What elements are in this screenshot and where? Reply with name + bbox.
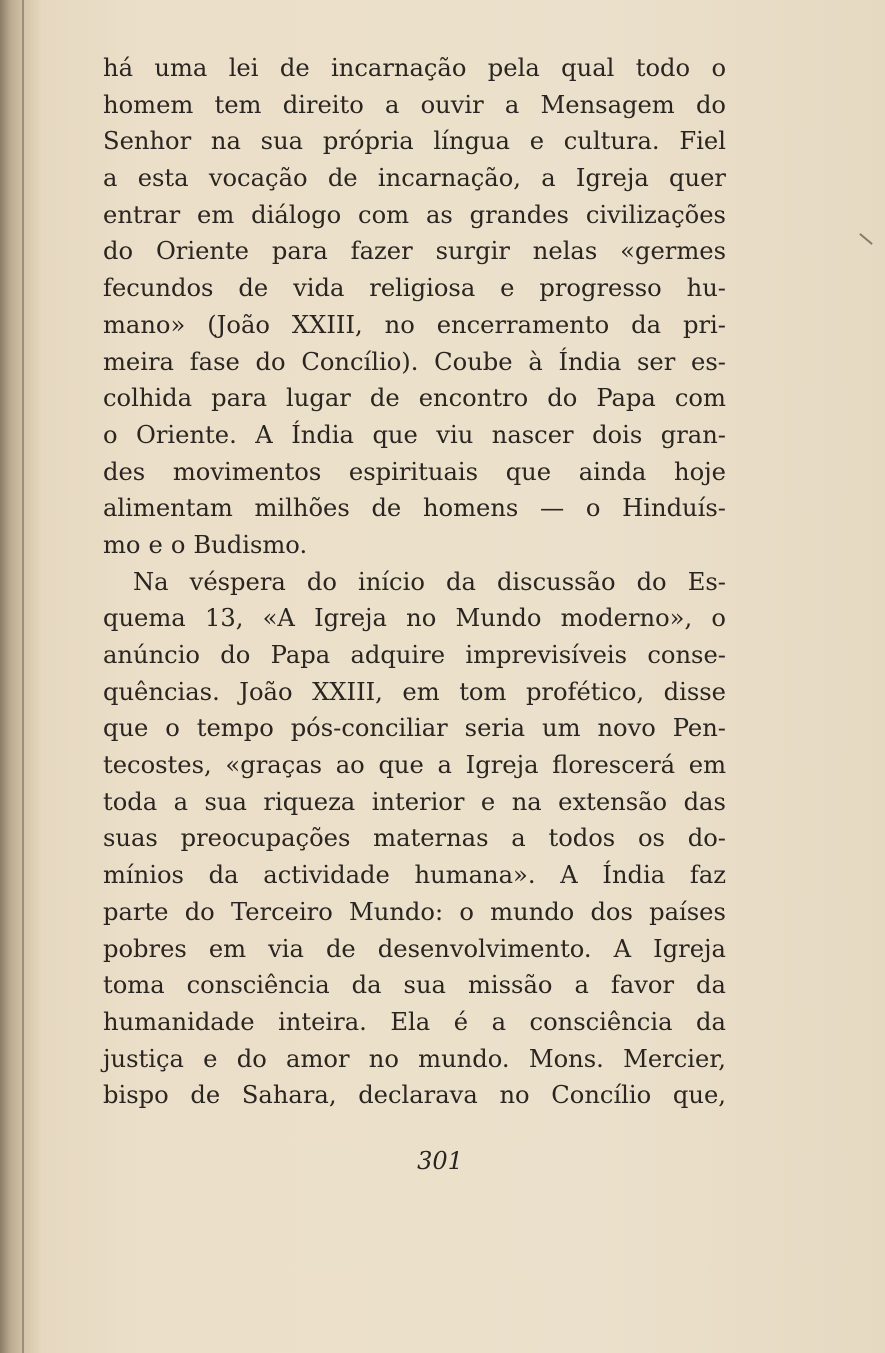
word: «A [262,604,295,633]
word: es- [691,347,726,376]
word: da [696,1007,726,1036]
word: fase [189,347,240,376]
word: cultura. [563,127,660,156]
word: toma [103,971,165,1000]
page-number [0,1147,885,1175]
word: tem [214,90,262,119]
text-line [103,1004,726,1041]
word: quema [103,604,186,633]
word: milhões [254,494,350,523]
word: do- [687,824,726,853]
word: que, [672,1081,726,1110]
word: lugar [286,384,351,413]
word: grandes [469,200,569,229]
word: de [371,494,402,523]
word: XXIII, [291,310,363,339]
word: nelas [532,237,598,266]
word: incarnação [331,54,467,82]
word: ouvir [420,90,484,119]
word: que [505,457,552,486]
word: tom [459,677,507,706]
word: favor [610,971,675,1000]
word: surgir [435,237,510,266]
word: novo [597,714,656,743]
word: início [358,567,425,596]
word: sua [260,127,304,156]
word: toda [103,787,158,816]
word: do [636,567,667,596]
word: Igreja [314,604,387,633]
word: em [197,200,235,229]
word: do [184,897,215,926]
word: disse [663,677,726,706]
word: «graças [225,751,323,780]
word: os [638,824,665,853]
word: consciência [529,1007,673,1036]
word: parte [103,897,169,926]
word: nascer [491,420,574,449]
word: de [279,54,310,82]
word: suas [103,824,158,853]
word: pri- [682,310,726,339]
word: países [649,897,726,926]
word: quer [669,164,726,193]
word: 13, [204,604,244,633]
text-line [103,380,726,417]
text-line [103,490,726,527]
text-line [103,233,726,270]
word: Igreja [465,751,539,780]
word: da [208,861,239,890]
text-line [103,820,726,857]
paragraph-1 [103,50,726,564]
word: no [406,604,437,633]
paragraph-2 [103,564,726,1114]
word: à [528,347,543,376]
word: ao [335,751,365,780]
word: bispo [103,1081,169,1110]
word: alimentam [103,494,233,523]
word: esta [137,164,189,193]
word: maternas [373,824,489,853]
word: direito [282,90,364,119]
word: vida [293,274,345,303]
word: humanidade [103,1007,255,1036]
word: Oriente [155,237,249,266]
word: do [220,641,251,669]
text-line [103,344,726,381]
word: missão [467,971,553,1000]
word: no [384,310,415,339]
word: mundo. [418,1044,510,1073]
body-text [103,50,726,1114]
word: mo [103,530,141,559]
word: faz [689,861,726,890]
word: o [170,530,186,559]
word: Concílio). [301,347,419,376]
word: em [208,934,247,963]
word: e [480,787,496,816]
text-line [103,967,726,1004]
word: de [369,384,400,413]
word: religiosa [369,274,476,303]
word: incarnação, [377,164,521,193]
word: que [103,714,149,743]
word: com [358,200,410,229]
word: imprevisíveis [465,641,628,669]
word: homens [422,494,519,523]
word: — [540,494,565,523]
word: sua [403,971,446,1000]
word: o [711,604,726,633]
word: Concílio [551,1081,652,1110]
text-line [103,1077,726,1114]
word: preocupações [180,824,351,853]
word: a [437,751,452,780]
word: do [306,567,337,596]
word: des [103,457,146,486]
page-number-text: 301 [417,1147,463,1175]
word: Mundo [455,604,542,633]
word: da [631,310,662,339]
word: A [613,934,632,963]
word: e [529,127,545,156]
word: uma [154,54,208,82]
word: que [372,420,418,449]
word: mundo [490,897,575,926]
word: Pen- [672,714,726,743]
word: das [683,787,726,816]
word: Na [133,567,169,596]
word: é [453,1007,469,1036]
word: desenvolvimento. [377,934,592,963]
word: dos [590,897,633,926]
text-line [103,160,726,197]
word: Índia [558,347,622,376]
text-line [103,931,726,968]
word: todos [548,824,616,853]
word: mínios [103,861,184,890]
word: justiça [103,1044,184,1073]
word: Sahara, [241,1081,337,1110]
word: Papa [596,384,656,413]
word: hoje [674,457,726,486]
text-line [103,50,726,87]
text-line [103,710,726,747]
word: meira [103,347,174,376]
word: Índia [291,420,354,449]
word: um [542,714,581,743]
word: movimentos [172,457,322,486]
text-line [103,747,726,784]
word: humana». [414,861,536,890]
word: de [325,934,356,963]
word: pós-conciliar [290,714,448,743]
word: hu- [686,274,726,303]
word: a [491,1007,506,1036]
word: a [504,90,520,119]
word: declarava [358,1081,478,1110]
word: a [385,90,400,119]
text-line [103,1041,726,1078]
word: a [173,787,189,816]
word: João [239,677,293,706]
word: o [165,714,180,743]
word: na [511,787,542,816]
word: para [211,384,267,413]
word: lei [228,54,259,82]
word: adquire [350,641,446,669]
word: fecundos [103,274,214,303]
word: homem [103,90,194,119]
word: do [255,347,286,376]
word: tecostes, [103,751,212,780]
word: do [103,237,134,266]
word: o [711,54,726,82]
word: «germes [620,237,726,266]
word: anúncio [103,641,200,669]
word: colhida [103,384,193,413]
word: as [425,200,453,229]
word: interior [371,787,465,816]
word: vocação [208,164,308,193]
word: diálogo [251,200,342,229]
word: Oriente. [136,420,237,449]
word: civilizações [585,200,726,229]
word: actividade [263,861,390,890]
word: XXIII, [312,677,383,706]
word: do [236,1044,267,1073]
text-line [103,894,726,931]
word: o [585,494,601,523]
word: da [696,971,726,1000]
word: o [459,897,474,926]
word: e [148,530,163,559]
word: que [378,751,424,780]
word: do [547,384,578,413]
word: em [402,677,440,706]
text-line [103,784,726,821]
word: no [368,1044,399,1073]
word: encontro [418,384,529,413]
word: entrar [103,200,181,229]
word: do [695,90,726,119]
word: Es- [687,567,726,596]
text-line [103,307,726,344]
word: Papa [270,641,331,669]
word: mano» [103,310,186,339]
word: A [255,420,273,449]
word: de [327,164,358,193]
word: Mercier, [623,1044,726,1073]
word: da [445,567,476,596]
text-line [103,857,726,894]
word: Hinduís- [622,494,726,523]
word: qual [561,54,615,82]
word: sua [204,787,247,816]
word: Mundo: [349,897,444,926]
word: de [190,1081,221,1110]
word: de [238,274,269,303]
word: Ela [390,1007,431,1036]
word: consciência [186,971,330,1000]
text-line [103,123,726,160]
word: seria [464,714,526,743]
word: ser [637,347,676,376]
word: encerramento [436,310,610,339]
word: profético, [525,677,645,706]
text-line [103,527,726,564]
word: pela [487,54,540,82]
word: no [499,1081,530,1110]
word: o [103,420,118,449]
word: Coube [434,347,513,376]
word: tempo [196,714,274,743]
text-line [103,270,726,307]
word: dois [592,420,643,449]
word: discussão [496,567,616,596]
word: Igreja [653,934,726,963]
word: em [688,751,726,780]
text-line [103,637,726,674]
word: via [268,934,304,963]
word: Mons. [528,1044,604,1073]
text-line [103,674,726,711]
text-line [103,454,726,491]
word: língua [433,127,510,156]
word: (João [207,310,270,339]
word: gran- [660,420,726,449]
text-line [103,600,726,637]
word: Mensagem [540,90,675,119]
word: amor [286,1044,350,1073]
word: conse- [647,641,726,669]
word: para [271,237,328,266]
word: a [103,164,118,193]
text-line [103,197,726,234]
word: há [103,54,133,82]
word: Índia [602,861,666,890]
word: moderno», [560,604,693,633]
word: própria [322,127,414,156]
word: pobres [103,934,187,963]
word: a [574,971,589,1000]
word: da [351,971,382,1000]
word: véspera [189,567,286,596]
text-line [103,564,726,601]
word: Igreja [575,164,649,193]
word: riqueza [263,787,356,816]
word: A [560,861,578,890]
word: e [500,274,515,303]
word: Senhor [103,127,192,156]
margin-mark [859,233,873,245]
word: florescerá [552,751,676,780]
word: viu [436,420,474,449]
word: espirituais [348,457,479,486]
word: Fiel [679,127,726,156]
word: Terceiro [230,897,333,926]
word: e [203,1044,218,1073]
word: fazer [350,237,413,266]
word: na [210,127,241,156]
word: a [541,164,556,193]
word: progresso [539,274,662,303]
word: com [674,384,726,413]
word: ainda [578,457,647,486]
word: todo [635,54,691,82]
word: Budismo. [193,530,308,559]
word: quências. [103,677,220,706]
text-line [103,87,726,124]
word: a [511,824,526,853]
word: extensão [558,787,668,816]
text-line [103,417,726,454]
word: inteira. [278,1007,367,1036]
